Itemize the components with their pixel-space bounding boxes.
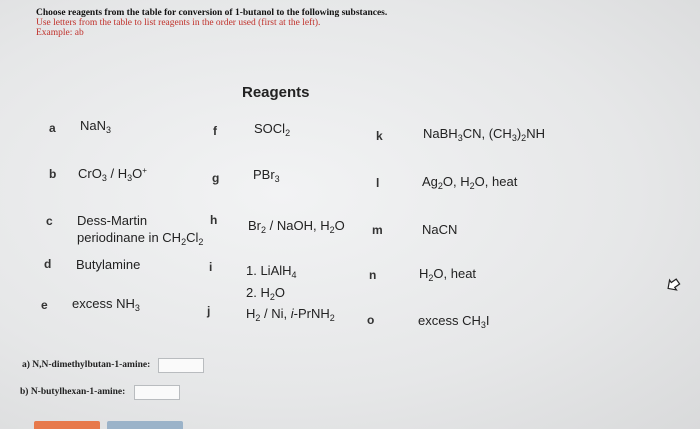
- reagent-letter-j: j: [207, 304, 211, 318]
- reagent-o: excess $CH_3I$: [418, 313, 490, 330]
- reagent-k: NaBH$_3$CN, $(CH_3)_2NH$: [423, 126, 545, 143]
- reagent-letter-c: c: [46, 214, 53, 228]
- instruction-example: Example: ab: [36, 28, 84, 38]
- reagent-letter-m: m: [372, 223, 383, 237]
- reagent-l: $Ag_2O$, $H_2O$, heat: [422, 174, 518, 191]
- reagent-c: Dess-Martin periodinane in $CH_2Cl_2$: [77, 213, 204, 247]
- reagent-j: $H_2$ / Ni, i-PrNH$_2$: [246, 306, 335, 323]
- reagent-letter-k: k: [376, 129, 383, 143]
- question-a-label: a) N,N-dimethylbutan-1-amine:: [22, 360, 151, 370]
- reagent-letter-i: i: [209, 260, 213, 274]
- instruction-line-1: Choose reagents from the table for conversion of 1-butanol to the following substances.: [36, 8, 388, 18]
- secondary-button[interactable]: [107, 421, 183, 429]
- reagent-d: Butylamine: [76, 257, 141, 272]
- reagent-letter-g: g: [212, 171, 220, 185]
- question-b-answer-field[interactable]: [134, 385, 180, 400]
- reagent-letter-e: e: [41, 298, 48, 312]
- reagent-h: $Br_2$ / NaOH, $H_2O$: [248, 218, 345, 235]
- instructions: [36, 8, 387, 38]
- reagent-a: NaN$_3$: [80, 118, 112, 135]
- submit-button[interactable]: [34, 421, 100, 429]
- reagent-letter-n: n: [369, 268, 377, 282]
- reagent-f: SOCl$_2$: [254, 121, 291, 138]
- instruction-line-2: Use letters from the table to list reagents in the order used (first at the left).: [36, 18, 321, 28]
- reagent-n: $H_2O$, heat: [419, 266, 477, 283]
- reagent-letter-d: d: [44, 257, 52, 271]
- reagent-letter-l: l: [376, 176, 380, 190]
- question-b-label: b) N-butylhexan-1-amine:: [20, 387, 126, 397]
- reagent-m: NaCN: [422, 222, 458, 237]
- reagent-letter-f: f: [213, 124, 217, 138]
- mouse-cursor-icon: [664, 275, 682, 293]
- reagent-g: PBr$_3$: [253, 167, 280, 184]
- reagent-letter-h: h: [210, 213, 218, 227]
- reagents-heading: Reagents: [242, 84, 310, 101]
- reagent-letter-b: b: [49, 167, 57, 181]
- reagent-b: $CrO_3 / H_3O^+$: [78, 166, 147, 183]
- reagent-letter-a: a: [49, 121, 56, 135]
- reagent-i: 1. LiAlH$_4$ 2. $H_2O$: [246, 263, 297, 302]
- reagent-e: excess $NH_3$: [72, 296, 140, 313]
- question-a-answer-field[interactable]: [158, 358, 204, 373]
- reagent-letter-o: o: [367, 313, 375, 327]
